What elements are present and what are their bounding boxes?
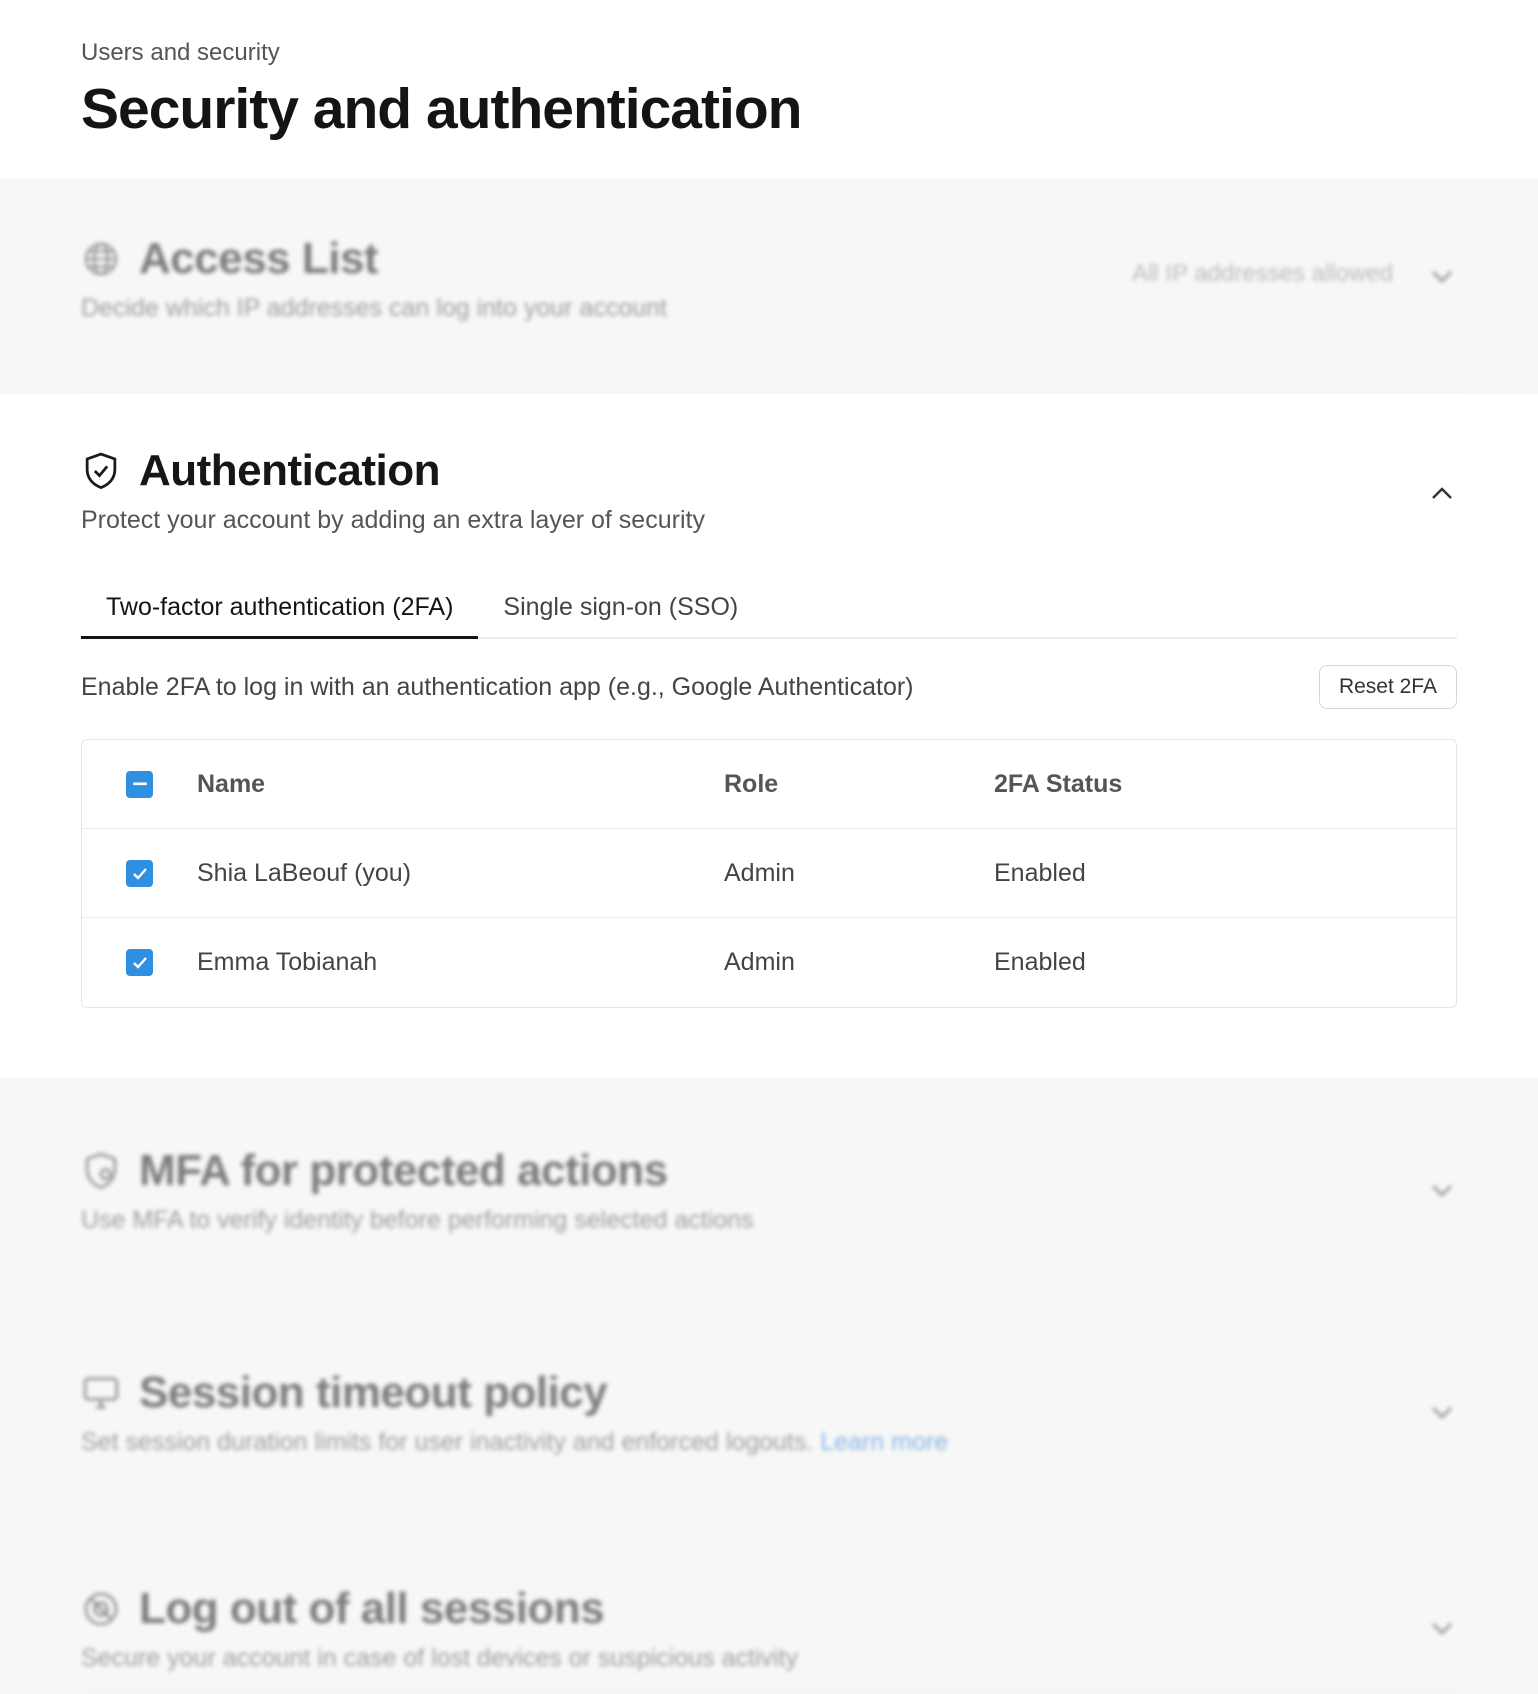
monitor-icon xyxy=(81,1373,121,1413)
authentication-description: Protect your account by adding an extra layer of security xyxy=(81,506,705,534)
ip-access-dropdown[interactable]: All IP addresses allowed xyxy=(1131,260,1393,287)
access-list-section xyxy=(0,178,1538,394)
access-list-title: Access List xyxy=(139,234,379,283)
tab-2fa[interactable]: Two-factor authentication (2FA) xyxy=(81,581,478,639)
table-header-row xyxy=(82,740,1456,829)
chevron-down-icon[interactable] xyxy=(1427,1614,1457,1644)
mfa-title: MFA for protected actions xyxy=(139,1146,668,1195)
reset-2fa-button[interactable]: Reset 2FA xyxy=(1319,665,1457,709)
access-list-description: Decide which IP addresses can log into your account xyxy=(81,294,667,322)
column-header-role[interactable]: Role xyxy=(724,769,779,798)
chevron-down-icon[interactable] xyxy=(1427,262,1457,292)
user-role: Admin xyxy=(724,858,795,887)
session-timeout-description: Set session duration limits for user inactivity and enforced logouts. xyxy=(81,1428,814,1456)
globe-icon xyxy=(81,239,121,279)
user-2fa-status: Enabled xyxy=(994,948,1086,976)
user-2fa-status: Enabled xyxy=(994,858,1086,887)
logout-all-section xyxy=(0,1522,1538,1694)
chevron-down-icon[interactable] xyxy=(1427,1176,1457,1206)
shield-check-icon xyxy=(81,451,121,491)
page-title: Security and authentication xyxy=(81,77,802,141)
chevron-down-icon[interactable] xyxy=(1427,1398,1457,1428)
page-header xyxy=(0,0,1538,178)
authentication-title: Authentication xyxy=(139,446,440,495)
column-header-name[interactable]: Name xyxy=(197,769,266,798)
user-name: Emma Tobianah xyxy=(197,948,378,976)
select-all-checkbox[interactable] xyxy=(126,771,153,798)
logout-all-description: Secure your account in case of lost devices or suspicious activity xyxy=(81,1644,799,1672)
row-checkbox[interactable] xyxy=(126,949,153,976)
session-timeout-section xyxy=(0,1300,1538,1522)
chevron-up-icon[interactable] xyxy=(1427,478,1457,508)
table-row[interactable] xyxy=(82,829,1456,918)
column-header-status[interactable]: 2FA Status xyxy=(994,769,1123,798)
twofa-description: Enable 2FA to log in with an authentication app (e.g., Google Authenticator) xyxy=(81,672,914,701)
learn-more-link[interactable]: Learn more xyxy=(820,1428,949,1456)
logout-all-title: Log out of all sessions xyxy=(139,1584,605,1633)
user-name: Shia LaBeouf (you) xyxy=(197,858,412,887)
logout-sessions-icon xyxy=(81,1589,121,1629)
mfa-description: Use MFA to verify identity before performing selected actions xyxy=(81,1206,754,1234)
shield-gear-icon xyxy=(81,1151,121,1191)
users-2fa-table xyxy=(81,739,1457,1008)
user-role: Admin xyxy=(724,948,795,976)
mfa-section xyxy=(0,1078,1538,1300)
auth-tabs xyxy=(81,581,1457,639)
session-timeout-title: Session timeout policy xyxy=(139,1368,608,1417)
tab-sso[interactable]: Single sign-on (SSO) xyxy=(503,593,739,621)
table-row[interactable] xyxy=(82,918,1456,1007)
row-checkbox[interactable] xyxy=(126,860,153,887)
breadcrumb[interactable]: Users and security xyxy=(81,39,280,66)
authentication-section xyxy=(0,394,1538,1078)
